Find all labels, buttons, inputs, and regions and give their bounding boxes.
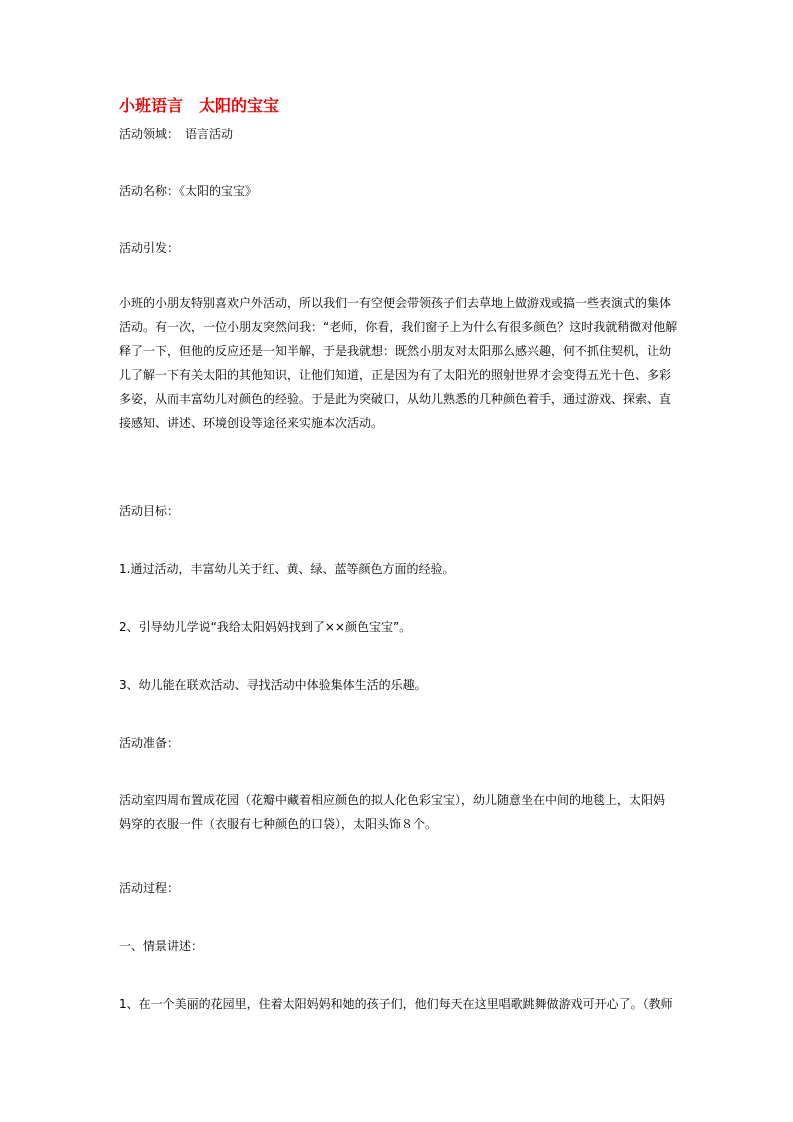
goal-item-1: 1.通过活动，丰富幼儿关于红、黄、绿、蓝等颜色方面的经验。 [119,562,455,576]
document-title: 小班语言 太阳的宝宝 [119,96,280,115]
intro-paragraph [119,291,679,435]
goal-item-3: 3、幼儿能在联欢活动、寻找活动中体验集体生活的乐趣。 [119,678,427,692]
intro-line: 小班的小朋友特别喜欢户外活动，所以我们一有空便会带领孩子们去草地上做游戏或搞一些表演式的集体 [119,296,672,310]
process-step-1: 1、在一个美丽的花园里，住着太阳妈妈和她的孩子们，他们每天在这里唱歌跳舞做游戏可开心了。（教师 [119,997,673,1011]
intro-heading: 活动引发： [119,241,180,255]
intro-line: 儿了解一下有关太阳的其他知识，让他们知道，正是因为有了太阳光的照射世界才会变得五光十色、多彩 [119,368,672,382]
preparation-line: 妈穿的衣服一件（衣服有七种颜色的口袋），太阳头饰８个。 [119,817,438,831]
process-heading: 活动过程： [119,881,180,895]
activity-domain: 活动领域： 语言活动 [119,127,234,141]
goal-item-2: 2、引导幼儿学说“我给太阳妈妈找到了××颜色宝宝”。 [119,620,412,634]
intro-line: 多姿，从而丰富幼儿对颜色的经验。于是此为突破口，从幼儿熟悉的几种颜色着手，通过游戏、探索、直 [119,392,672,406]
intro-line: 活动。有一次，一位小朋友突然问我：“老师，你看，我们窗子上为什么有很多颜色？这时我就稍微对他解 [119,320,678,334]
goals-heading: 活动目标： [119,504,180,518]
activity-name: 活动名称：《太阳的宝宝》 [119,184,258,198]
preparation-line: 活动室四周布置成花园（花瓣中藏着相应颜色的拟人化色彩宝宝），幼儿随意坐在中间的地毯上，太阳妈 [119,793,666,807]
intro-line: 释了一下，但他的反应还是一知半解，于是我就想：既然小朋友对太阳那么感兴趣，何不抓住契机，让幼 [119,344,672,358]
intro-line: 接感知、讲述、环境创设等途径来实施本次活动。 [119,416,384,430]
section-heading-1: 一、情景讲述： [119,939,204,953]
preparation-paragraph [119,788,679,836]
preparation-heading: 活动准备： [119,736,180,750]
